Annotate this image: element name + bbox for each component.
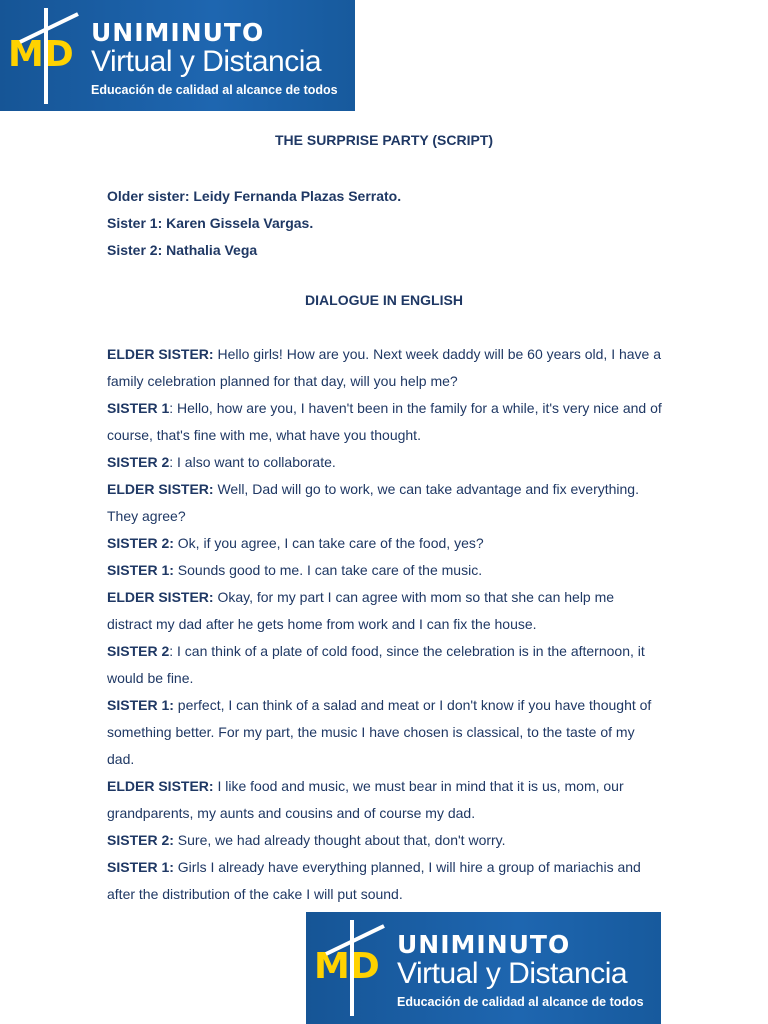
footer-logo-banner xyxy=(306,912,661,1024)
dialogue-text: I like food and music, we must bear in mind that it is us, mom, our grandparents, my aunts and cousins and of course my dad. xyxy=(107,778,624,821)
document-title: THE SURPRISE PARTY (SCRIPT) xyxy=(274,132,494,148)
dialogue-line xyxy=(107,530,662,557)
speaker-label: SISTER 1: xyxy=(107,697,174,713)
speaker-label: ELDER SISTER: xyxy=(107,589,214,605)
dialogue-text: Girls I already have everything planned, I will hire a group of mariachis and after the distribution of the cake I will put sound. xyxy=(107,859,641,902)
dialogue-text: Well, Dad will go to work, we can take advantage and fix everything. They agree? xyxy=(107,481,639,524)
dialogue-line xyxy=(107,449,662,476)
brand-name: UNIMINUTO xyxy=(91,18,265,47)
speaker-label: SISTER 2: xyxy=(107,535,174,551)
dialogue-text: Hello girls! How are you. Next week daddy will be 60 years old, I have a family celebration planned for that day, will you help me? xyxy=(107,346,662,389)
dialogue-text: Ok, if you agree, I can take care of the food, yes? xyxy=(173,535,484,551)
brand-text xyxy=(91,20,338,99)
dialogue-text: Okay, for my part I can agree with mom so that she can help me distract my dad after he gets home from work and I can fix the house. xyxy=(107,589,615,632)
dialogue-body xyxy=(107,341,662,908)
cast-item: Sister 1: Karen Gissela Vargas. xyxy=(107,215,314,231)
cast-item: Sister 2: Nathalia Vega xyxy=(107,242,258,258)
dialogue-line xyxy=(107,584,662,638)
svg-text:MD: MD xyxy=(8,34,74,75)
dialogue-line xyxy=(107,773,662,827)
dialogue-line xyxy=(107,827,662,854)
dialogue-text: Sure, we had already thought about that, don't worry. xyxy=(173,832,506,848)
speaker-label: SISTER 2 xyxy=(107,643,170,659)
speaker-label: SISTER 1: xyxy=(107,562,174,578)
brand-tagline: Educación de calidad al alcance de todos xyxy=(397,995,644,1009)
brand-tagline: Educación de calidad al alcance de todos xyxy=(91,83,338,97)
cast-list xyxy=(107,183,667,264)
dialogue-text: Sounds good to me. I can take care of the music. xyxy=(173,562,483,578)
dialogue-line xyxy=(107,395,662,449)
dialogue-line xyxy=(107,638,662,692)
brand-subtitle: Virtual y Distancia xyxy=(397,957,628,990)
speaker-label: SISTER 2: xyxy=(107,832,174,848)
dialogue-line xyxy=(107,341,662,395)
dialogue-text: perfect, I can think of a salad and meat or I don't know if you have thought of something better. For my part, the music I have chosen is classical, to the taste of my dad. xyxy=(107,697,652,767)
dialogue-line xyxy=(107,476,662,530)
dialogue-line xyxy=(107,692,662,773)
dialogue-text: : I also want to collaborate. xyxy=(169,454,336,470)
md-cross-logo-icon xyxy=(6,4,86,108)
speaker-label: ELDER SISTER: xyxy=(107,778,214,794)
dialogue-text: : Hello, how are you, I haven't been in the family for a while, it's very nice and of course, that's fine with me, what have you thought. xyxy=(107,400,662,443)
header-logo-banner xyxy=(0,0,355,111)
speaker-label: SISTER 1 xyxy=(107,400,170,416)
speaker-label: SISTER 1: xyxy=(107,859,174,875)
speaker-label: ELDER SISTER: xyxy=(107,481,214,497)
section-title: DIALOGUE IN ENGLISH xyxy=(305,292,463,308)
speaker-label: ELDER SISTER: xyxy=(107,346,214,362)
dialogue-line xyxy=(107,557,662,584)
dialogue-line xyxy=(107,854,662,908)
dialogue-text: : I can think of a plate of cold food, since the celebration is in the afternoon, it would be fine. xyxy=(107,643,645,686)
svg-text:MD: MD xyxy=(314,946,380,987)
speaker-label: SISTER 2 xyxy=(107,454,170,470)
brand-subtitle: Virtual y Distancia xyxy=(91,45,322,78)
md-cross-logo-icon xyxy=(312,916,392,1020)
cast-item: Older sister: Leidy Fernanda Plazas Serrato. xyxy=(107,188,402,204)
brand-name: UNIMINUTO xyxy=(397,930,571,959)
brand-text xyxy=(397,932,644,1011)
